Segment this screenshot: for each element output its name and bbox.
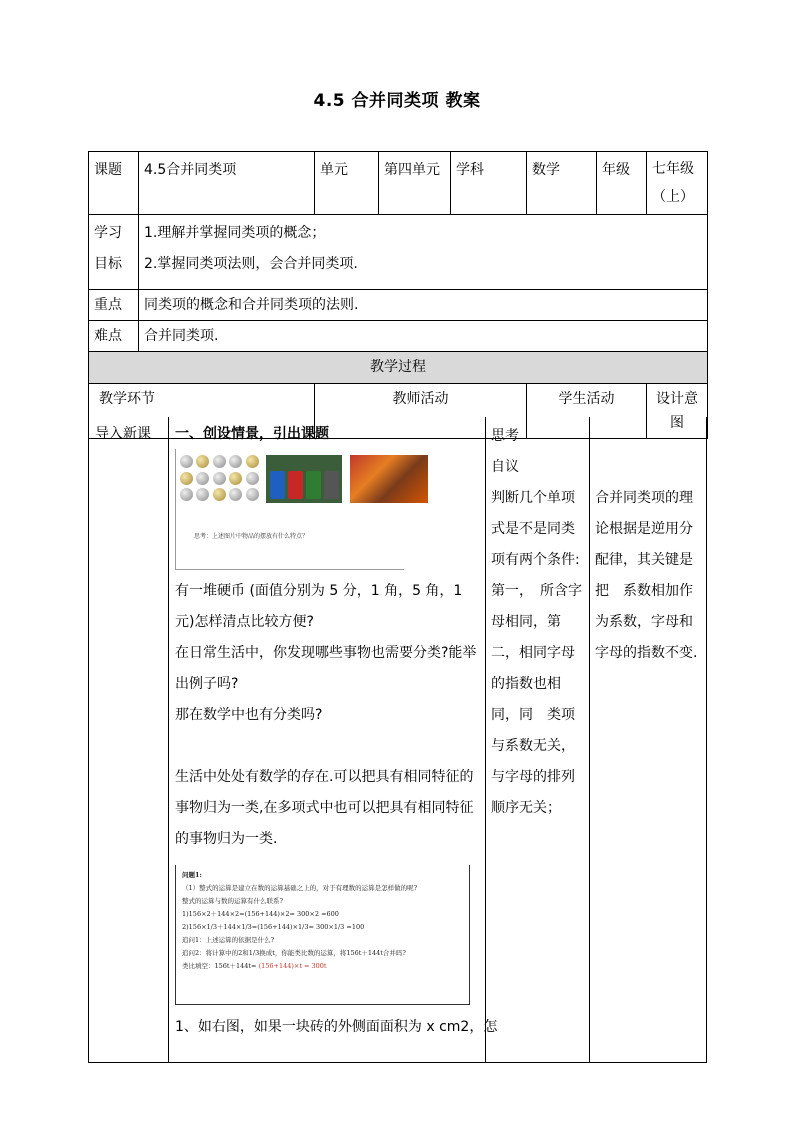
objectives-content bbox=[139, 215, 708, 290]
intro-figure bbox=[175, 449, 404, 570]
col-design-header: 设计意图 bbox=[647, 384, 708, 439]
lesson-label: 课题 bbox=[89, 152, 139, 215]
fig2-line-6: 追问1：上述运算的依据是什么? bbox=[182, 936, 275, 944]
grade-label: 年级 bbox=[597, 152, 647, 215]
objectives-label-1: 学习 bbox=[94, 225, 122, 241]
fig2-line-8a: 类比填空：156t＋144t= bbox=[182, 962, 257, 970]
fig2-line-7: 追问2：将计算中的2和1/3换成t，你能类比数的运算，将156t＋144t合并吗? bbox=[182, 949, 406, 957]
process-row bbox=[88, 417, 707, 1063]
unit-label: 单元 bbox=[315, 152, 379, 215]
objectives-label bbox=[89, 215, 139, 290]
coins-image bbox=[180, 455, 260, 503]
fig2-line-1: 问题1: bbox=[182, 871, 202, 879]
objective-item-2: 2.掌握同类项法则，会合并同类项. bbox=[144, 256, 358, 272]
grade-value: 七年级（上） bbox=[647, 152, 708, 215]
question-daily-life: 在日常生活中，你发现哪些事物也需要分类?能举出例子吗? bbox=[175, 645, 477, 692]
key-points-label: 重点 bbox=[89, 290, 139, 321]
paragraph-classification: 生活中处处有数学的存在.可以把具有相同特征的事物归为一类,在多项式中也可以把具有相同特征的事物归为一类. bbox=[175, 769, 474, 847]
figure-caption: 思考：上述图片中物品的摆放有什么特点？ bbox=[194, 533, 309, 540]
problem-figure bbox=[175, 865, 470, 1005]
lesson-plan-table bbox=[88, 151, 708, 439]
student-activity: 思考 自议 判断几个单项式是不是同类项有两个条件:第一， 所含字母相同，第二，相同字母的指数也相同，同 类项与系数无关，与字母的排列顺序无关； bbox=[491, 428, 582, 816]
trash-bins-image bbox=[266, 455, 342, 503]
fig2-line-8 bbox=[182, 960, 463, 973]
page-title: 4.5 合并同类项 教案 bbox=[313, 91, 481, 111]
section-heading: 一、创设情景，引出课题 bbox=[175, 426, 329, 442]
fruit-market-image bbox=[350, 455, 428, 503]
difficulties-value: 合并同类项. bbox=[139, 321, 708, 352]
question-coins: 有一堆硬币 (面值分别为 5 分，1 角，5 角，1 元)怎样清点比较方便? bbox=[175, 583, 463, 630]
unit-value: 第四单元 bbox=[379, 152, 451, 215]
teacher-activity bbox=[175, 423, 498, 1041]
fig2-line-3: 整式的运算与数的运算有什么联系? bbox=[182, 897, 283, 905]
col-teacher-header: 教师活动 bbox=[315, 384, 527, 439]
key-points-value: 同类项的概念和合并同类项的法则. bbox=[139, 290, 708, 321]
design-intent: 合并同类项的理论根据是逆用分配律，其关键是把 系数相加作为系数，字母和字母的指数不变. bbox=[595, 490, 698, 661]
col-phase-text: 教学环节 bbox=[99, 391, 155, 407]
process-banner: 教学过程 bbox=[89, 352, 708, 384]
lesson-value: 4.5合并同类项 bbox=[139, 152, 315, 215]
question-brick: 1、如右图，如果一块砖的外侧面面积为 x cm2，怎 bbox=[175, 1019, 498, 1035]
difficulties-label: 难点 bbox=[89, 321, 139, 352]
question-math: 那在数学中也有分类吗? bbox=[175, 707, 323, 723]
fig2-line-8b: (156+144)×t = 300t bbox=[258, 962, 327, 970]
fig2-line-2: （1）整式的运算是建立在数的运算基础之上的，对于有理数的运算是怎样做的呢? bbox=[182, 884, 418, 892]
subject-value: 数学 bbox=[527, 152, 597, 215]
subject-label: 学科 bbox=[451, 152, 527, 215]
objectives-label-2: 目标 bbox=[94, 256, 122, 272]
phase-cell: 导入新课 bbox=[95, 426, 151, 442]
fig2-line-5: 2)156×1/3＋144×1/3=(156+144)×1/3= 300×1/3 =100 bbox=[182, 923, 365, 931]
objective-item-1: 1.理解并掌握同类项的概念； bbox=[144, 225, 326, 241]
col-student-header: 学生活动 bbox=[527, 384, 647, 439]
fig2-line-4: 1)156×2＋144×2=(156+144)×2= 300×2 =600 bbox=[182, 910, 339, 918]
